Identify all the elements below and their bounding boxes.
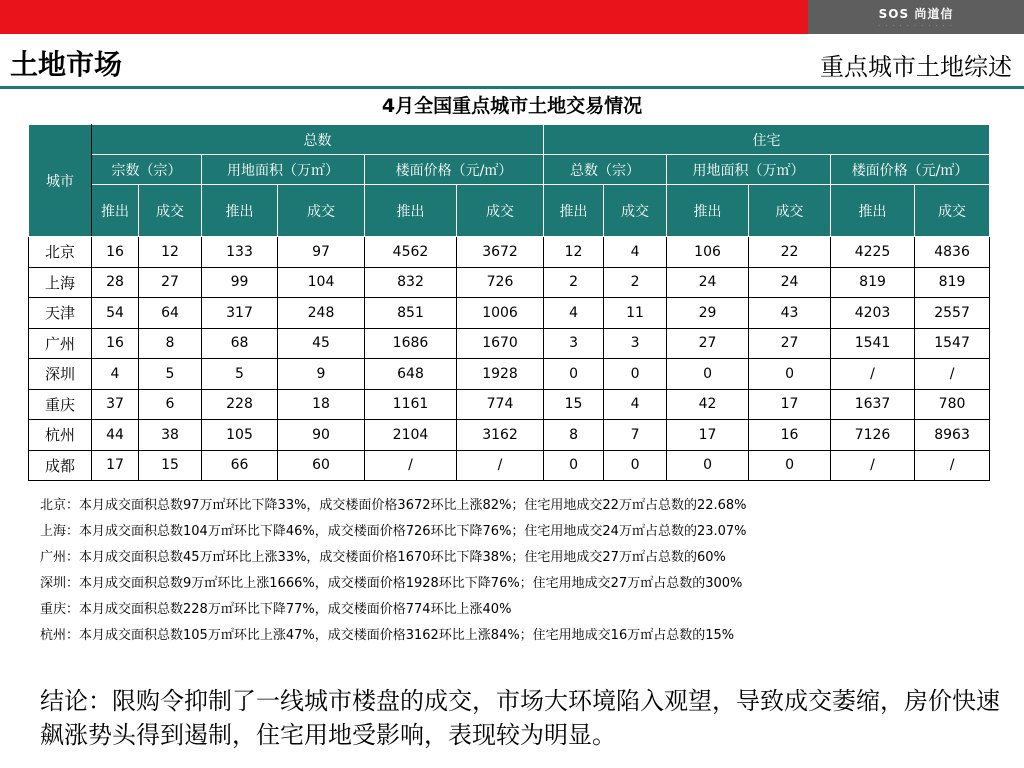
table-cell: 0	[604, 359, 667, 390]
table-cell: 105	[202, 420, 278, 451]
table-cell: 0	[749, 450, 831, 481]
table-cell: 11	[604, 298, 667, 329]
traded-header: 成交	[604, 185, 667, 237]
table-cell: 8	[544, 420, 604, 451]
launched-header: 推出	[202, 185, 278, 237]
city-cell: 重庆	[29, 389, 92, 420]
res-count-header: 总数（宗）	[544, 155, 667, 185]
table-cell: 42	[667, 389, 749, 420]
table-cell: 16	[92, 328, 139, 359]
section-title: 重点城市土地综述	[820, 53, 1012, 81]
table-row	[29, 267, 990, 298]
table-cell: 2	[544, 267, 604, 298]
table-cell: 248	[278, 298, 365, 329]
table-cell: 0	[749, 359, 831, 390]
table-cell: 8	[139, 328, 202, 359]
table-cell: 17	[667, 420, 749, 451]
table-cell: 106	[667, 237, 749, 268]
table-cell: 1637	[831, 389, 915, 420]
table-cell: 819	[831, 267, 915, 298]
table-row	[29, 420, 990, 451]
table-cell: /	[457, 450, 544, 481]
table-cell: 27	[667, 328, 749, 359]
table-cell: 228	[202, 389, 278, 420]
table-cell: 1670	[457, 328, 544, 359]
table-cell: 27	[139, 267, 202, 298]
table-cell: 104	[278, 267, 365, 298]
table-cell: 5	[202, 359, 278, 390]
table-row	[29, 237, 990, 268]
table-cell: 24	[749, 267, 831, 298]
table-cell: 5	[139, 359, 202, 390]
table-cell: 44	[92, 420, 139, 451]
price-header: 楼面价格（元/㎡）	[365, 155, 544, 185]
table-cell: 43	[749, 298, 831, 329]
traded-header: 成交	[139, 185, 202, 237]
table-cell: 99	[202, 267, 278, 298]
res-price-header: 楼面价格（元/㎡）	[831, 155, 990, 185]
table-cell: /	[831, 359, 915, 390]
table-cell: 27	[749, 328, 831, 359]
table-cell: 68	[202, 328, 278, 359]
table-cell: 4836	[915, 237, 990, 268]
table-cell: 4	[544, 298, 604, 329]
res-area-header: 用地面积（万㎡）	[667, 155, 831, 185]
table-cell: 1547	[915, 328, 990, 359]
conclusion-text: 结论：限购令抑制了一线城市楼盘的成交，市场大环境陷入观望，导致成交萎缩，房价快速飙涨势头得到遏制，住宅用地受影响，表现较为明显。	[40, 687, 1000, 749]
traded-header: 成交	[457, 185, 544, 237]
group-residential-header: 住宅	[544, 125, 990, 155]
table-cell: 15	[544, 389, 604, 420]
table-cell: 97	[278, 237, 365, 268]
brand-logo	[808, 0, 1024, 34]
launched-header: 推出	[365, 185, 457, 237]
table-cell: 819	[915, 267, 990, 298]
launched-header: 推出	[544, 185, 604, 237]
table-cell: 317	[202, 298, 278, 329]
table-row	[29, 298, 990, 329]
table-cell: 1541	[831, 328, 915, 359]
traded-header: 成交	[915, 185, 990, 237]
note-line: 广州：本月成交面积总数45万㎡环比上涨33%，成交楼面价格1670环比下降38%；住宅用地成交27万㎡占总数的60%	[40, 550, 726, 565]
table-cell: 12	[544, 237, 604, 268]
table-cell: 22	[749, 237, 831, 268]
land-transaction-table	[28, 124, 990, 481]
table-cell: 4203	[831, 298, 915, 329]
table-cell: 4	[92, 359, 139, 390]
table-cell: 3162	[457, 420, 544, 451]
table-cell: 16	[92, 237, 139, 268]
table-cell: 1161	[365, 389, 457, 420]
city-cell: 北京	[29, 237, 92, 268]
note-line: 北京：本月成交面积总数97万㎡环比下降33%，成交楼面价格3672环比上涨82%；住宅用地成交22万㎡占总数的22.68%	[40, 498, 747, 513]
table-row	[29, 359, 990, 390]
city-cell: 深圳	[29, 359, 92, 390]
table-cell: 2104	[365, 420, 457, 451]
table-cell: 1928	[457, 359, 544, 390]
note-line: 重庆：本月成交面积总数228万㎡环比下降77%，成交楼面价格774环比上涨40%	[40, 602, 512, 617]
table-cell: 64	[139, 298, 202, 329]
table-cell: 15	[139, 450, 202, 481]
count-header: 宗数（宗）	[92, 155, 202, 185]
table-title: 4月全国重点城市土地交易情况	[381, 95, 643, 117]
table-cell: 4	[604, 237, 667, 268]
note-line: 上海：本月成交面积总数104万㎡环比下降46%，成交楼面价格726环比下降76%；住宅用地成交24万㎡占总数的23.07%	[40, 524, 747, 539]
table-cell: /	[831, 450, 915, 481]
city-cell: 上海	[29, 267, 92, 298]
table-cell: 774	[457, 389, 544, 420]
table-cell: 1686	[365, 328, 457, 359]
table-cell: 16	[749, 420, 831, 451]
table-cell: 24	[667, 267, 749, 298]
city-cell: 杭州	[29, 420, 92, 451]
launched-header: 推出	[92, 185, 139, 237]
table-cell: 9	[278, 359, 365, 390]
table-cell: 29	[667, 298, 749, 329]
table-cell: 18	[278, 389, 365, 420]
table-cell: 3672	[457, 237, 544, 268]
table-cell: 133	[202, 237, 278, 268]
table-cell: 3	[604, 328, 667, 359]
table-cell: 4562	[365, 237, 457, 268]
table-cell: 37	[92, 389, 139, 420]
table-cell: 648	[365, 359, 457, 390]
table-cell: 1006	[457, 298, 544, 329]
table-cell: 8963	[915, 420, 990, 451]
table-cell: 28	[92, 267, 139, 298]
city-cell: 成都	[29, 450, 92, 481]
table-cell: 38	[139, 420, 202, 451]
note-line: 杭州：本月成交面积总数105万㎡环比上涨47%，成交楼面价格3162环比上涨84%；住宅用地成交16万㎡占总数的15%	[40, 628, 735, 643]
table-cell: 0	[667, 359, 749, 390]
city-column-header: 城市	[29, 125, 92, 237]
table-cell: 6	[139, 389, 202, 420]
table-cell: 3	[544, 328, 604, 359]
table-cell: 4225	[831, 237, 915, 268]
table-cell: 0	[544, 450, 604, 481]
table-cell: /	[915, 359, 990, 390]
group-total-header: 总数	[92, 125, 544, 155]
traded-header: 成交	[749, 185, 831, 237]
launched-header: 推出	[831, 185, 915, 237]
table-cell: 4	[604, 389, 667, 420]
traded-header: 成交	[278, 185, 365, 237]
table-cell: 2	[604, 267, 667, 298]
table-row	[29, 450, 990, 481]
table-cell: 45	[278, 328, 365, 359]
table-cell: /	[915, 450, 990, 481]
table-cell: 60	[278, 450, 365, 481]
table-cell: 0	[604, 450, 667, 481]
table-row	[29, 328, 990, 359]
area-header: 用地面积（万㎡）	[202, 155, 365, 185]
table-cell: 17	[749, 389, 831, 420]
table-cell: 726	[457, 267, 544, 298]
city-cell: 广州	[29, 328, 92, 359]
note-line: 深圳：本月成交面积总数9万㎡环比上涨1666%，成交楼面价格1928环比下降76%；住宅用地成交27万㎡占总数的300%	[40, 576, 743, 591]
table-cell: 12	[139, 237, 202, 268]
table-cell: 7126	[831, 420, 915, 451]
table-cell: /	[365, 450, 457, 481]
launched-header: 推出	[667, 185, 749, 237]
table-cell: 90	[278, 420, 365, 451]
table-cell: 7	[604, 420, 667, 451]
table-cell: 0	[544, 359, 604, 390]
header-divider	[0, 86, 1024, 89]
city-cell: 天津	[29, 298, 92, 329]
table-cell: 851	[365, 298, 457, 329]
table-cell: 54	[92, 298, 139, 329]
table-row	[29, 389, 990, 420]
logo-tagline: · · · · · · · · · · ·	[878, 23, 954, 29]
table-cell: 0	[667, 450, 749, 481]
table-cell: 66	[202, 450, 278, 481]
table-cell: 2557	[915, 298, 990, 329]
city-notes	[40, 493, 1000, 649]
table-cell: 17	[92, 450, 139, 481]
logo-text: SOS 尚道信	[878, 7, 954, 21]
page-title: 土地市场	[10, 48, 123, 81]
table-cell: 780	[915, 389, 990, 420]
table-cell: 832	[365, 267, 457, 298]
